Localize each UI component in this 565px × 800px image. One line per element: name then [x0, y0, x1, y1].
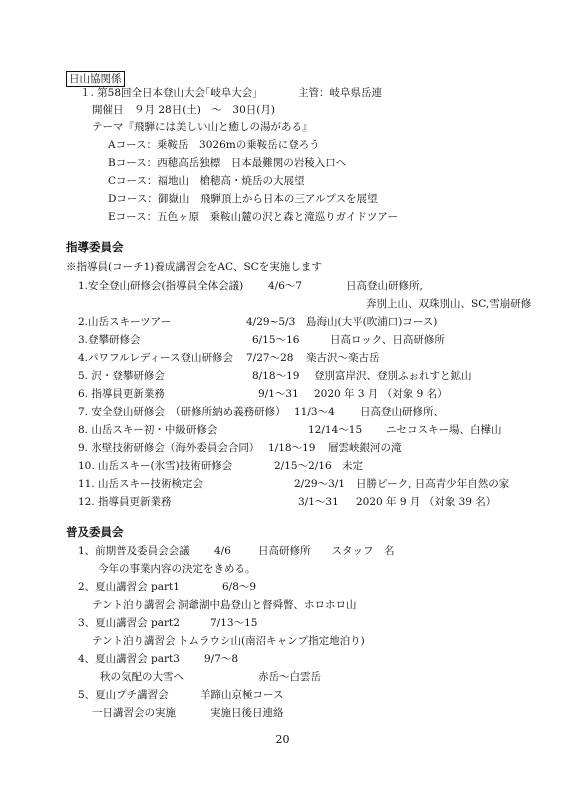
course-line: Aコース：乗鞍岳 3026mの乗鞍岳に登ろう	[108, 139, 320, 151]
shido-item-name: 3.登攀研修会	[78, 334, 141, 346]
shido-item-name: 1.安全登山研修会(指導員全体会議)	[78, 280, 244, 292]
fukyu-item-name: 4、夏山講習会 part3	[78, 653, 180, 665]
fukyu-item-name: 5、夏山プチ講習会	[78, 689, 169, 701]
fukyu-item-name: 2、夏山講習会 part1	[78, 581, 180, 593]
shido-item-place: 楽古沢～楽古岳	[306, 352, 380, 364]
shido-item-place: 未定	[342, 460, 363, 472]
shido-item-name: 11. 山岳スキー技術検定会	[78, 478, 204, 490]
shido-item-date: 4/29~5/3	[246, 316, 296, 328]
shido-item-date: 6/15～16	[252, 334, 300, 346]
shido-item-name: 5. 沢・登攀研修会	[78, 370, 165, 382]
shido-item-name: 6. 指導員更新業務	[78, 388, 165, 400]
shido-item-name: 2.山岳スキーツアー	[78, 316, 172, 328]
shido-item-place: 2020 年 3 月 （対象 9 名）	[314, 388, 448, 400]
fukyu-note: 今年の事業内容の決定をきめる。	[98, 563, 256, 575]
section-heading-fukyu: 普及委員会	[66, 525, 124, 539]
fukyu-item-date: 7/13～15	[210, 617, 258, 629]
fukyu-item-type: 一日講習会の実施	[92, 707, 176, 719]
shido-item-name: 10. 山岳スキー(氷雪)技術研修会	[78, 460, 233, 472]
shido-item-date: 2/15～2/16	[274, 460, 332, 472]
shido-item-date: 7/27～28	[246, 352, 294, 364]
shido-item-place: 島海山(大平(吹浦口)コース)	[306, 316, 438, 328]
section-heading-shido: 指導委員会	[66, 240, 124, 254]
fukyu-item-place: 赤岳～白雲岳	[258, 671, 321, 683]
shido-item-date: 12/14～15	[308, 424, 363, 436]
shido-item-place: ニセコスキー場、白樺山	[386, 424, 502, 436]
shido-item-date: 9/1～31	[258, 388, 299, 400]
fukyu-item-date: 9/7～8	[204, 653, 239, 665]
event-date: 開催日 ９月 28日(土) ～ 30日(月)	[92, 104, 275, 116]
fukyu-item-date: 4/6	[214, 545, 231, 557]
shido-item-date: 1/18～19	[268, 442, 316, 454]
page-number: 20	[275, 733, 290, 746]
shido-item-name: 7. 安全登山研修会 （研修所納め義務研修）	[78, 406, 286, 418]
course-line: Bコース：西穂高岳独標 日本最難関の岩稜入口へ	[108, 157, 347, 169]
shido-item-name: 12. 指導員更新業務	[78, 496, 172, 508]
fukyu-item-type: 秋の気配の大雪へ	[100, 671, 184, 683]
shido-item-place: 日勝ピーク, 日高青少年自然の家	[356, 478, 510, 490]
event-host: 主管：岐阜県岳連	[298, 87, 382, 99]
shido-item-name: 8. 山岳スキー初・中級研修会	[78, 424, 218, 436]
fukyu-item-name: 1、前期普及委員会会議	[78, 545, 190, 557]
fukyu-item-name: 3、夏山講習会 part2	[78, 617, 180, 629]
fukyu-item-place: 実施日後日連絡	[210, 707, 284, 719]
event-title: １. 第58回全日本登山大会｢岐阜大会｣	[80, 87, 258, 99]
shido-item-place: 日高ロック、日高研修所	[330, 334, 445, 346]
shido-item-date: 2/29～3/1	[294, 478, 345, 490]
shido-item-place: 登別富岸沢、登別ふぉれすと鉱山	[314, 370, 472, 382]
fukyu-item-place: トムラウシ山(南沼キャンプ指定地泊り)	[178, 635, 365, 647]
fukyu-item-place: 羊蹄山京極コース	[200, 689, 284, 701]
shido-item-date: 11/3～4	[294, 406, 335, 418]
shido-item-date: 4/6～7	[268, 280, 303, 292]
course-line: Eコース：五色ヶ原 乗鞍山麓の沢と森と滝巡りガイドツアー	[108, 211, 399, 223]
shido-note: ※指導員(コーチ1)養成講習会をAC、SCを実施します	[66, 261, 322, 273]
fukyu-item-place: 日高研修所 スタッフ 名	[258, 545, 395, 557]
shido-item-place: 2020 年 9 月 （対象 39 名）	[356, 496, 497, 508]
fukyu-item-place: 洞爺湖中島登山と督舜瞥、ホロホロ山	[178, 599, 357, 611]
section-label-nichizan: 日山協関係	[66, 71, 125, 87]
shido-item-place: 日高登山研修所,	[346, 280, 423, 292]
shido-item-place: 日高登山研修所、	[360, 406, 444, 418]
shido-item-date: 8/18～19	[252, 370, 300, 382]
event-theme: テーマ『飛騨には美しい山と癒しの湯がある』	[92, 121, 313, 133]
shido-item-place: 奔別上山、双珠別山、SC,雪崩研修	[366, 298, 532, 310]
shido-item-name: 4.パワフルレディース登山研修会	[78, 352, 233, 364]
fukyu-item-type: テント泊り講習会	[92, 635, 176, 647]
fukyu-item-date: 6/8～9	[222, 581, 257, 593]
course-line: Dコース：御嶽山 飛騨頂上から日本の三アルプスを展望	[108, 193, 378, 205]
course-line: Cコース：福地山 槍穂高・焼岳の大展望	[108, 175, 305, 187]
shido-item-date: 3/1～31	[298, 496, 339, 508]
shido-item-place: 層雲峡銀河の滝	[328, 442, 402, 454]
fukyu-item-type: テント泊り講習会	[92, 599, 176, 611]
shido-item-name: 9. 氷壁技術研修会（海外委員会合同）	[78, 442, 260, 454]
